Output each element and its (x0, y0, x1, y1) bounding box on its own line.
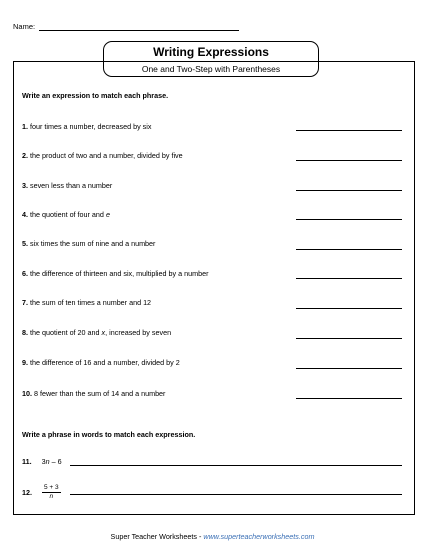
question-text: the difference of 16 and a number, divided by 2 (30, 358, 180, 367)
fraction-numerator: 5 + 3 (44, 484, 59, 491)
question-number: 7. (22, 298, 28, 307)
question-text: the difference of thirteen and six, multiplied by a number (30, 269, 209, 278)
question-3 (22, 181, 112, 190)
question-text: the quotient of four and (30, 210, 106, 219)
question-10 (22, 389, 165, 398)
question-number: 6. (22, 269, 28, 278)
question-number: 4. (22, 210, 28, 219)
question-text: the sum of ten times a number and 12 (30, 298, 152, 307)
title-box (103, 41, 319, 77)
name-label: Name: (13, 22, 36, 31)
answer-line-5[interactable] (296, 249, 402, 250)
question-2 (22, 151, 183, 160)
question-7 (22, 298, 151, 307)
answer-line-1[interactable] (296, 130, 402, 131)
question-number: 1. (22, 122, 28, 131)
expression (42, 457, 62, 466)
answer-line-7[interactable] (296, 308, 402, 309)
question-number: 9. (22, 358, 28, 367)
answer-line-4[interactable] (296, 219, 402, 220)
footer-url[interactable]: www.superteacherworksheets.com (203, 532, 315, 541)
question-12 (22, 484, 61, 501)
question-text: the quotient of 20 and (30, 328, 102, 337)
expr-coefficient: 3 (41, 457, 46, 466)
name-row (13, 22, 239, 31)
part2-instruction: Write a phrase in words to match each expression. (22, 430, 196, 439)
question-number: 3. (22, 181, 28, 190)
question-number: 10. (22, 389, 32, 398)
question-number: 2. (22, 151, 28, 160)
question-text: seven less than a number (30, 181, 113, 190)
answer-line-8[interactable] (296, 338, 402, 339)
question-number: 12. (22, 488, 32, 497)
fraction-expression (42, 484, 61, 501)
variable-x: x (101, 328, 106, 337)
name-line[interactable] (39, 23, 239, 31)
question-number: 11. (22, 457, 32, 466)
answer-line-2[interactable] (296, 160, 402, 161)
answer-line-11[interactable] (70, 465, 402, 466)
fraction-denominator: n (49, 493, 54, 500)
question-4 (22, 210, 110, 219)
question-1 (22, 122, 151, 131)
question-text-after: , increased by seven (105, 328, 172, 337)
answer-line-9[interactable] (296, 368, 402, 369)
question-text: four times a number, decreased by six (30, 122, 152, 131)
answer-line-6[interactable] (296, 278, 402, 279)
question-text: the product of two and a number, divided by five (30, 151, 183, 160)
footer-brand: Super Teacher Worksheets - (110, 532, 204, 541)
title-divider (104, 61, 318, 62)
answer-line-10[interactable] (296, 398, 402, 399)
expr-variable: n (45, 457, 50, 466)
question-11 (22, 457, 62, 466)
question-number: 8. (22, 328, 28, 337)
answer-line-12[interactable] (70, 494, 402, 495)
worksheet-subtitle: One and Two-Step with Parentheses (141, 64, 281, 74)
answer-line-3[interactable] (296, 190, 402, 191)
question-6 (22, 269, 208, 278)
question-8 (22, 328, 171, 337)
part1-instruction: Write an expression to match each phrase. (22, 91, 169, 100)
worksheet-title: Writing Expressions (153, 45, 269, 59)
expr-rest: – 6 (49, 457, 62, 466)
variable-e: e (105, 210, 110, 219)
question-9 (22, 358, 180, 367)
question-5 (22, 239, 155, 248)
footer (0, 532, 425, 541)
question-text: six times the sum of nine and a number (30, 239, 156, 248)
question-number: 5. (22, 239, 28, 248)
question-text: 8 fewer than the sum of 14 and a number (34, 389, 166, 398)
